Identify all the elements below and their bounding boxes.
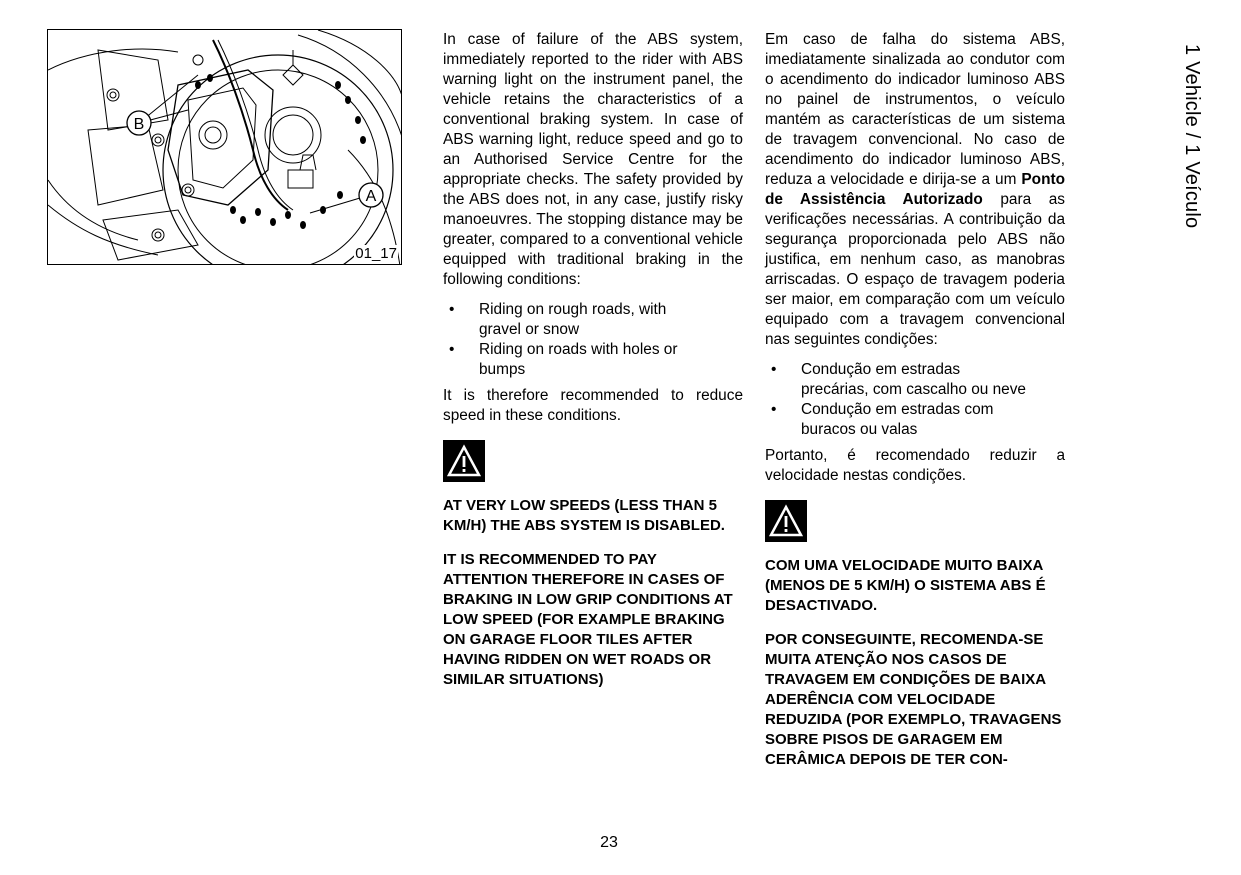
english-column <box>443 30 743 704</box>
callout-a: A <box>365 188 377 205</box>
english-bullet-2: • Riding on roads with holes or bumps <box>443 340 709 380</box>
portuguese-warning-2: POR CONSEGUINTE, RECOMENDA-SE MUITA ATENÇÃO NOS CASOS DE TRAVAGEM EM CONDIÇÕES DE BAIXA ADERÊNCIA COM VELOCIDADE REDUZIDA (POR EXEMPLO, TRAVAGENS SOBRE PISOS DE GARAGEM EM CERÂMICA DEPOIS DE TER CON- <box>765 631 1062 768</box>
english-warning-2: IT IS RECOMMENDED TO PAY ATTENTION THEREFORE IN CASES OF BRAKING IN LOW GRIP CONDITIONS AT LOW SPEED (FOR EXAMPLE BRAKING ON GARAGE FLOOR TILES AFTER HAVING RIDDEN ON WET ROADS OR SIMILAR SITUATIONS) <box>443 551 733 688</box>
portuguese-intro-bold: Ponto de Assistência Autorizado <box>765 171 1066 208</box>
portuguese-intro-part2: para as verificações necessárias. A contribuição da segurança proporcionada pelo ABS não justifica, em nenhum caso, as manobras arriscadas. O espaço de travagem poderia ser maior, em comparação com um veículo equipado com a travagem convencional nas seguintes condições: <box>765 191 1065 348</box>
warning-triangle-icon <box>765 500 807 542</box>
callout-b: B <box>133 116 145 133</box>
portuguese-intro-part1: Em caso de falha do sistema ABS, imediatamente sinalizada ao condutor com o acendimento do indicador luminoso ABS no painel de instrumentos, o veículo mantém as características de um sistema de travagem convencional. No caso de acendimento do indicador luminoso ABS, reduza a velocidade e dirija-se a um <box>765 31 1065 188</box>
portuguese-bullet-2: • Condução em estradas com buracos ou valas <box>765 400 1031 440</box>
portuguese-intro <box>765 30 1065 350</box>
english-bullet-1: • Riding on rough roads, with gravel or snow <box>443 300 709 340</box>
english-bullet-list <box>443 300 743 380</box>
portuguese-bullet-list <box>765 360 1065 440</box>
portuguese-conclusion: Portanto, é recomendado reduzir a velocidade nestas condições. <box>765 447 1065 484</box>
portuguese-warning-1: COM UMA VELOCIDADE MUITO BAIXA (MENOS DE 5 KM/H) O SISTEMA ABS É DESACTIVADO. <box>765 557 1046 614</box>
abs-sensor-illustration <box>48 30 402 265</box>
portuguese-column <box>765 30 1065 784</box>
page-number: 23 <box>600 834 618 851</box>
warning-triangle-icon <box>443 440 485 482</box>
portuguese-bullet-1: • Condução em estradas precárias, com cascalho ou neve <box>765 360 1031 400</box>
english-intro: In case of failure of the ABS system, immediately reported to the rider with ABS warning light on the instrument panel, the vehicle retains the characteristics of a conventional braking system. In case of ABS warning light, reduce speed and go to an Authorised Service Centre for the appropriate checks. The safety provided by the ABS does not, in any case, justify risky manoeuvres. The stopping distance may be greater, compared to a conventional vehicle equipped with traditional braking in the following conditions: <box>443 31 743 288</box>
section-side-tab: 1 Vehicle / 1 Veículo <box>1181 44 1203 229</box>
english-conclusion: It is therefore recommended to reduce speed in these conditions. <box>443 387 743 424</box>
english-warning-1: AT VERY LOW SPEEDS (LESS THAN 5 KM/H) THE ABS SYSTEM IS DISABLED. <box>443 497 725 534</box>
figure-id: 01_17 <box>355 245 397 262</box>
abs-figure <box>47 29 402 265</box>
